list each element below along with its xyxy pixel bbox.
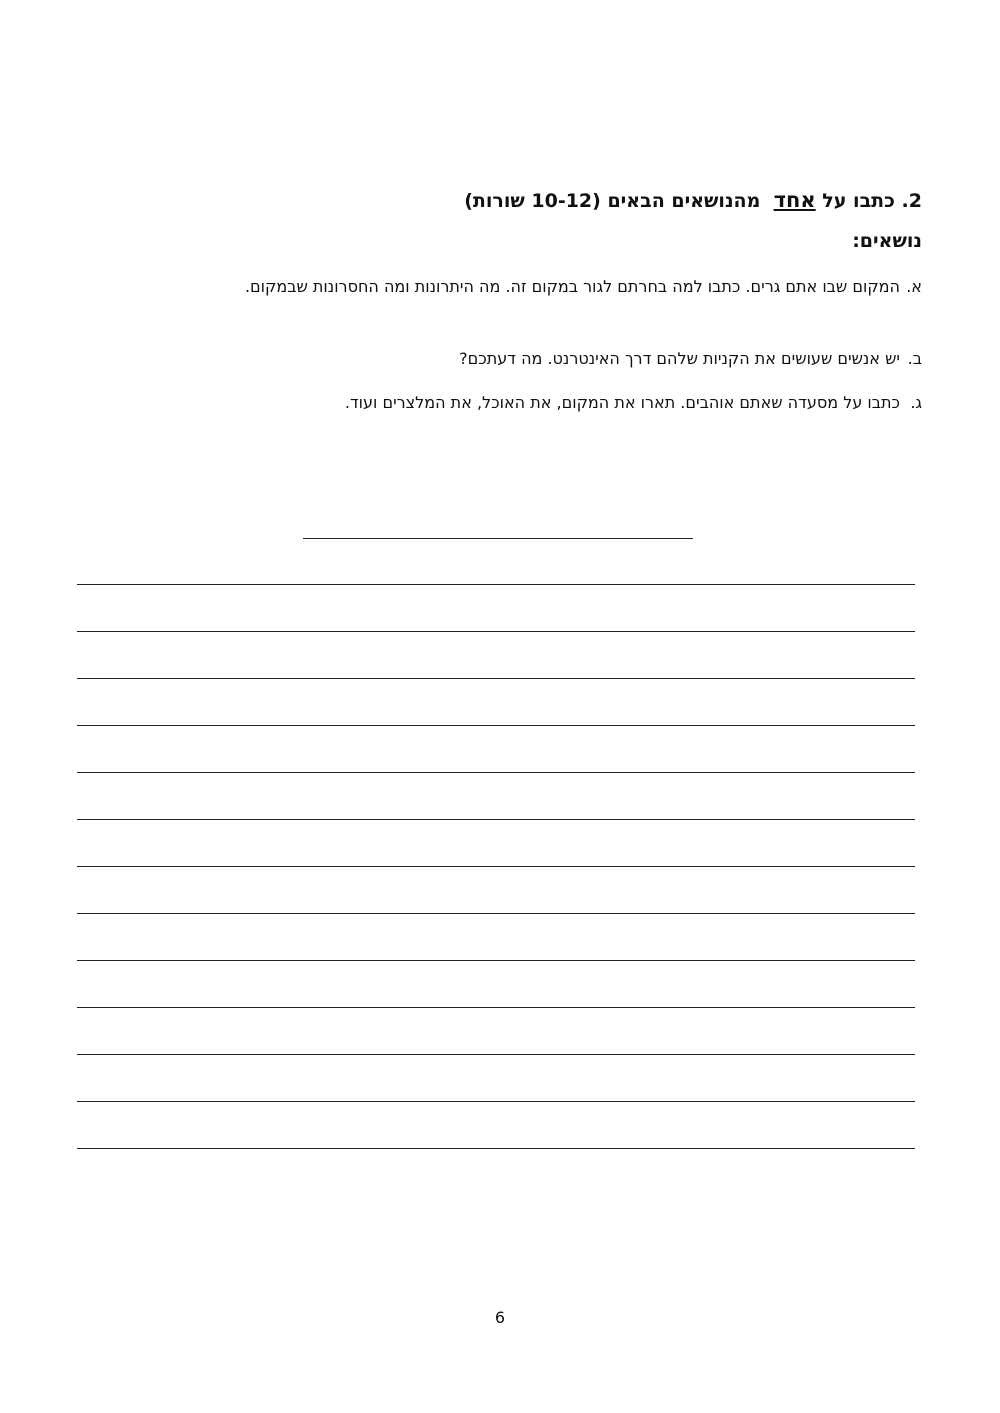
answer-line[interactable]: [77, 913, 915, 914]
topic-item: [459, 342, 922, 376]
question-heading: [464, 188, 922, 212]
answer-line[interactable]: [77, 1148, 915, 1149]
answer-line[interactable]: [77, 1101, 915, 1102]
answer-line[interactable]: [77, 725, 915, 726]
topic-letter: ב.: [907, 349, 922, 368]
topic-item: [76, 270, 922, 304]
answer-line[interactable]: [77, 584, 915, 585]
topic-text: כתבו על מסעדה שאתם אוהבים. תארו את המקום, את האוכל, את המלצרים ועוד.: [344, 393, 900, 412]
topic-letter: א.: [906, 277, 922, 296]
topic-letter: ג.: [910, 393, 922, 412]
topic-text: יש אנשים שעושים את הקניות שלהם דרך האינטרנט. מה דעתכם?: [459, 349, 900, 368]
topic-text: המקום שבו אתם גרים. כתבו למה בחרתם לגור במקום זה. מה היתרונות ומה החסרונות שבמקום.: [244, 277, 900, 296]
topic-item: [345, 386, 922, 420]
answer-line[interactable]: [77, 772, 915, 773]
question-keyword: אחד: [773, 188, 816, 212]
question-prefix: כתבו על: [822, 190, 895, 212]
answer-line[interactable]: [77, 678, 915, 679]
answer-line[interactable]: [77, 819, 915, 820]
page-number: 6: [494, 1308, 506, 1327]
essay-title-line[interactable]: [303, 538, 693, 539]
answer-line[interactable]: [77, 866, 915, 867]
question-suffix: מהנושאים הבאים (10-12 שורות): [464, 190, 761, 212]
answer-line[interactable]: [77, 960, 915, 961]
question-number: 2.: [901, 190, 922, 212]
answer-line[interactable]: [77, 1007, 915, 1008]
answer-line[interactable]: [77, 631, 915, 632]
topics-heading: נושאים:: [852, 230, 922, 252]
answer-line[interactable]: [77, 1054, 915, 1055]
